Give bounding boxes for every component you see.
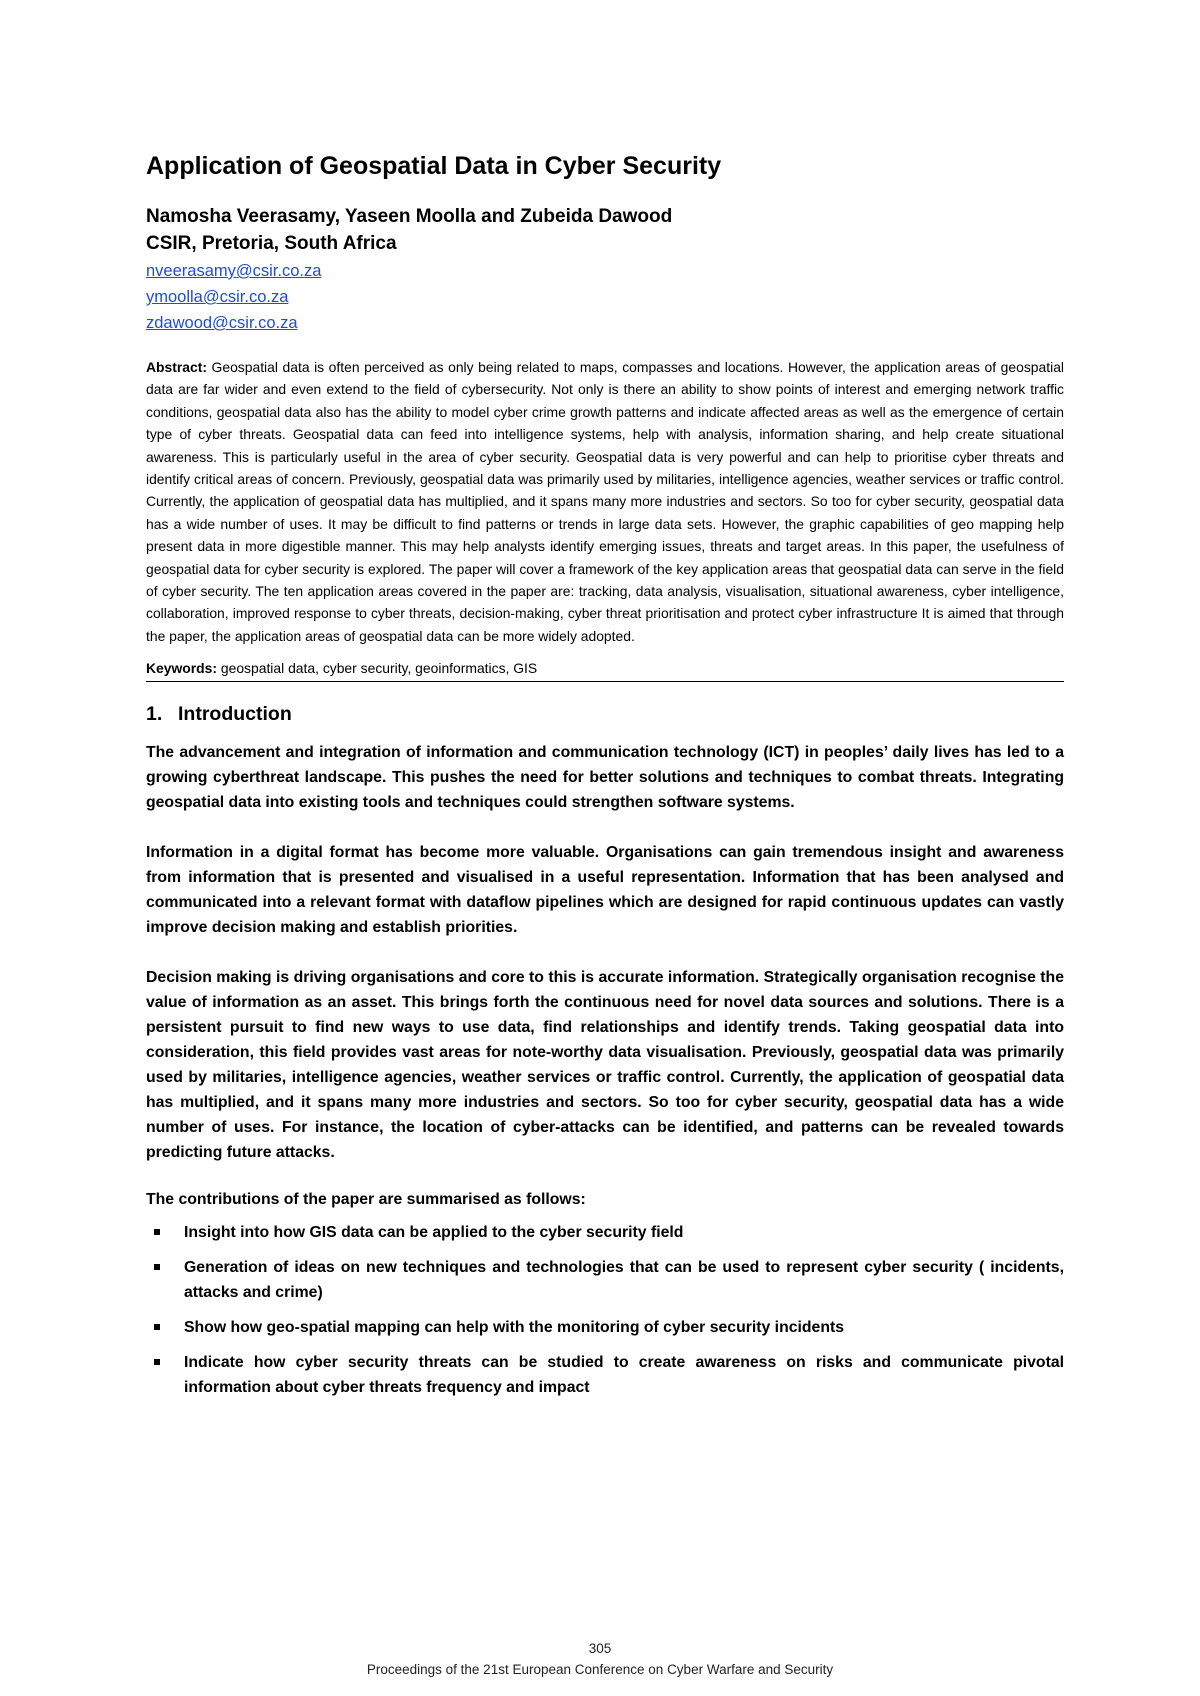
body-paragraph: The advancement and integration of information and communication technology (ICT) in peoples’ daily lives has led to a growing cyberthreat landscape. This pushes the need for better solutions and techniques to combat threats. Integrating geospatial data into existing tools and techniques could strengthen software systems. — [146, 744, 1064, 812]
list-item-text: Show how geo-spatial mapping can help with the monitoring of cyber security incidents — [184, 1319, 845, 1337]
bullet-icon — [154, 1359, 160, 1365]
email-link[interactable]: zdawood@csir.co.za — [146, 314, 298, 332]
list-item — [146, 1220, 1064, 1245]
body-paragraph: Information in a digital format has become more valuable. Organisations can gain tremendous insight and awareness from information that is presented and visualised in a useful representation. Information that has been analysed and communicated into a relevant format with dataflow pipelines which are designed for rapid continuous updates can vastly improve decision making and establish priorities. — [146, 844, 1064, 937]
list-item — [146, 1315, 1064, 1340]
author-list: Namosha Veerasamy, Yaseen Moolla and Zubeida Dawood — [146, 206, 673, 227]
conference-footer: Proceedings of the 21st European Conference on Cyber Warfare and Security — [366, 1662, 834, 1677]
contributions-list — [146, 1220, 1064, 1400]
contributions-lead: The contributions of the paper are summarised as follows: — [146, 1191, 586, 1209]
keywords-text: geospatial data, cyber security, geoinformatics, GIS — [220, 660, 538, 677]
list-item — [146, 1350, 1064, 1400]
list-item-text: Indicate how cyber security threats can be studied to create awareness on risks and communicate pivotal information about cyber threats frequency and impact — [184, 1354, 1064, 1397]
abstract — [146, 356, 1064, 647]
list-item — [146, 1255, 1064, 1305]
section-heading — [146, 700, 1064, 728]
bullet-icon — [154, 1229, 160, 1235]
body-paragraph: Decision making is driving organisations and core to this is accurate information. Strategically organisation recognise the value of information as an asset. This brings forth the continuous need for novel data sources and solutions. There is a persistent pursuit to find new ways to use data, find relationships and identify trends. Taking geospatial data into consideration, this field provides vast areas for note-worthy data visualisation. Previously, geospatial data was primarily used by militaries, intelligence agencies, weather services or traffic control. Currently, the application of geospatial data has multiplied, and it spans many more industries and sectors. So too for cyber security, geospatial data has a wide number of uses. For instance, the location of cyber-attacks can be identified, and patterns can be revealed towards predicting future attacks. — [146, 969, 1064, 1162]
section-number: 1. — [146, 703, 163, 726]
email-link[interactable]: nveerasamy@csir.co.za — [146, 262, 322, 280]
bullet-icon — [154, 1324, 160, 1330]
email-link[interactable]: ymoolla@csir.co.za — [146, 288, 289, 306]
keywords-label: Keywords: — [146, 660, 218, 677]
page-content — [146, 150, 1064, 1410]
list-item-text: Insight into how GIS data can be applied to the cyber security field — [184, 1224, 684, 1242]
section-title: Introduction — [178, 703, 292, 726]
abstract-label: Abstract: — [146, 359, 207, 375]
bullet-icon — [154, 1264, 160, 1270]
list-item-text: Generation of ideas on new techniques and technologies that can be used to represent cyber security ( incidents, attacks and crime) — [184, 1259, 1064, 1302]
page-number: 305 — [588, 1641, 612, 1656]
affiliation: CSIR, Pretoria, South Africa — [146, 233, 397, 254]
keywords — [146, 657, 1064, 682]
abstract-text: Geospatial data is often perceived as only being related to maps, compasses and locations. However, the application areas of geospatial data are far wider and even extend to the field of cybersecurity. Not only is there an ability to show points of interest and emerging network traffic conditions, geospatial data also has the ability to model cyber crime growth patterns and indicate affected areas as well as the emergence of certain type of cyber threats. Geospatial data can feed into intelligence systems, help with analysis, information sharing, and help create situational awareness. This is particularly useful in the area of cyber security. Geospatial data is very powerful and can help to prioritise cyber threats and identify critical areas of concern. Previously, geospatial data was primarily used by militaries, intelligence agencies, weather services or traffic control. Currently, the application of geospatial data has multiplied, and it spans many more industries and sectors. So too for cyber security, geospatial data has a wide number of uses. It may be difficult to find patterns or trends in large data sets. However, the graphic capabilities of geo mapping help present data in more digestible manner. This may help analysts identify emerging issues, threats and target areas. In this paper, the usefulness of geospatial data for cyber security is explored. The paper will cover a framework of the key application areas that geospatial data can serve in the field of cyber security. The ten application areas covered in the paper are: tracking, data analysis, visualisation, situational awareness, cyber intelligence, collaboration, improved response to cyber threats, decision-making, cyber threat prioritisation and protect cyber infrastructure It is aimed that through the paper, the application areas of geospatial data can be more widely adopted. — [146, 359, 1064, 644]
paper-title: Application of Geospatial Data in Cyber Security — [146, 152, 722, 180]
